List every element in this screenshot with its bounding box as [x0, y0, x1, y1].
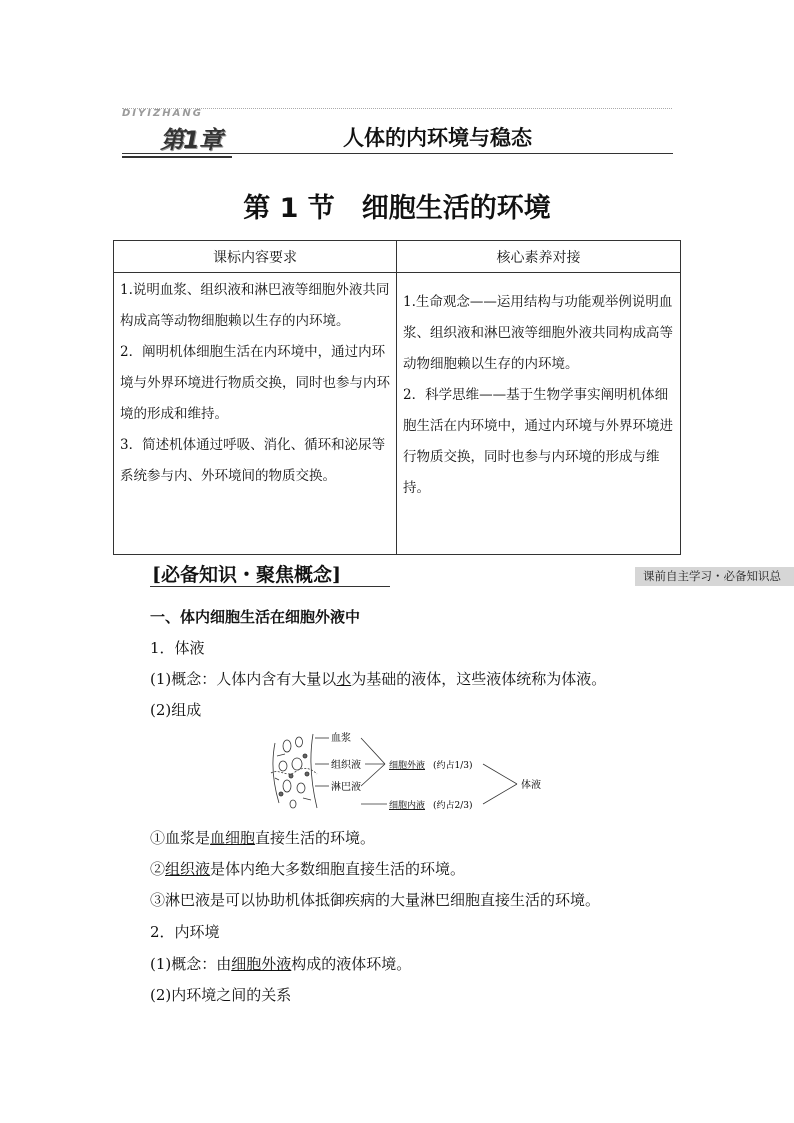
curriculum-item: 2．阐明机体细胞生活在内环境中，通过内环境与外界环境进行物质交换，同时也参与内环境的形成和维持。	[120, 344, 390, 422]
keyword-water: 水	[336, 670, 352, 688]
competency-item: 2．科学思维——基于生物学事实阐明机体细胞生活在内环境中，通过内环境与外界环境进行物质交换，同时也参与内环境的形成与维持。	[403, 387, 673, 496]
banner-tag: 课前自主学习・必备知识总	[635, 567, 794, 586]
cell-tissue-illustration	[271, 734, 317, 808]
chapter-badge: 第1章	[160, 126, 222, 154]
item-lymph: ③淋巴液是可以协助机体抵御疾病的大量淋巴细胞直接生活的环境。	[150, 891, 601, 909]
table-header-competency: 核心素养对接	[397, 241, 681, 273]
keyword-tissue-fluid: 组织液	[165, 860, 211, 878]
header-rule	[122, 153, 673, 154]
standards-table	[113, 240, 681, 555]
concept-body-fluid: (1)概念：人体内含有大量以水为基础的液体，这些液体统称为体液。	[150, 670, 607, 688]
banner-title: [必备知识・聚焦概念]	[152, 564, 341, 586]
section-title: 第 1 节 细胞生活的环境	[243, 193, 551, 224]
item-tissue-fluid: ②组织液是体内绝大多数细胞直接生活的环境。	[150, 860, 466, 878]
chapter-title: 人体的内环境与稳态	[343, 125, 532, 150]
label-tissue-fluid: 组织液	[331, 760, 361, 771]
label-extracellular-share: (约占1/3)	[433, 761, 473, 771]
subheading-body-fluid: 1．体液	[150, 639, 205, 657]
competency-item: 1.生命观念——运用结构与功能观举例说明血浆、组织液和淋巴液等细胞外液共同构成高等动物细胞赖以生存的内环境。	[403, 294, 673, 372]
body-fluid-diagram	[265, 728, 565, 818]
chapter-pinyin: DIYIZHANG	[122, 108, 203, 119]
curriculum-requirements-cell	[114, 273, 397, 555]
table-header-curriculum: 课标内容要求	[114, 241, 397, 273]
keyword-blood-cells: 血细胞	[210, 829, 256, 847]
label-extracellular: 细胞外液	[389, 761, 426, 771]
header-rule-thick	[122, 156, 232, 158]
relation-label: (2)内环境之间的关系	[150, 986, 292, 1004]
heading-extracellular: 一、体内细胞生活在细胞外液中	[150, 608, 361, 626]
subheading-internal-environment: 2．内环境	[150, 923, 220, 941]
label-body-fluid: 体液	[521, 780, 541, 791]
keyword-extracellular-fluid: 细胞外液	[231, 955, 292, 973]
item-plasma: ①血浆是血细胞直接生活的环境。	[150, 829, 376, 847]
label-plasma: 血浆	[331, 733, 351, 744]
core-competency-cell	[397, 273, 681, 555]
concept-internal-environment: (1)概念：由细胞外液构成的液体环境。	[150, 955, 412, 973]
header-dotted-rule	[122, 108, 672, 109]
label-intracellular-share: (约占2/3)	[433, 801, 473, 811]
composition-label: (2)组成	[150, 701, 202, 719]
label-lymph: 淋巴液	[331, 782, 361, 793]
banner-underline	[150, 586, 390, 587]
label-intracellular: 细胞内液	[389, 801, 426, 811]
curriculum-item: 1.说明血浆、组织液和淋巴液等细胞外液共同构成高等动物细胞赖以生存的内环境。	[120, 282, 390, 329]
body-fluid-bracket	[483, 764, 517, 804]
curriculum-item: 3．简述机体通过呼吸、消化、循环和泌尿等系统参与内、外环境间的物质交换。	[120, 437, 386, 484]
extracellular-bracket	[361, 738, 385, 786]
